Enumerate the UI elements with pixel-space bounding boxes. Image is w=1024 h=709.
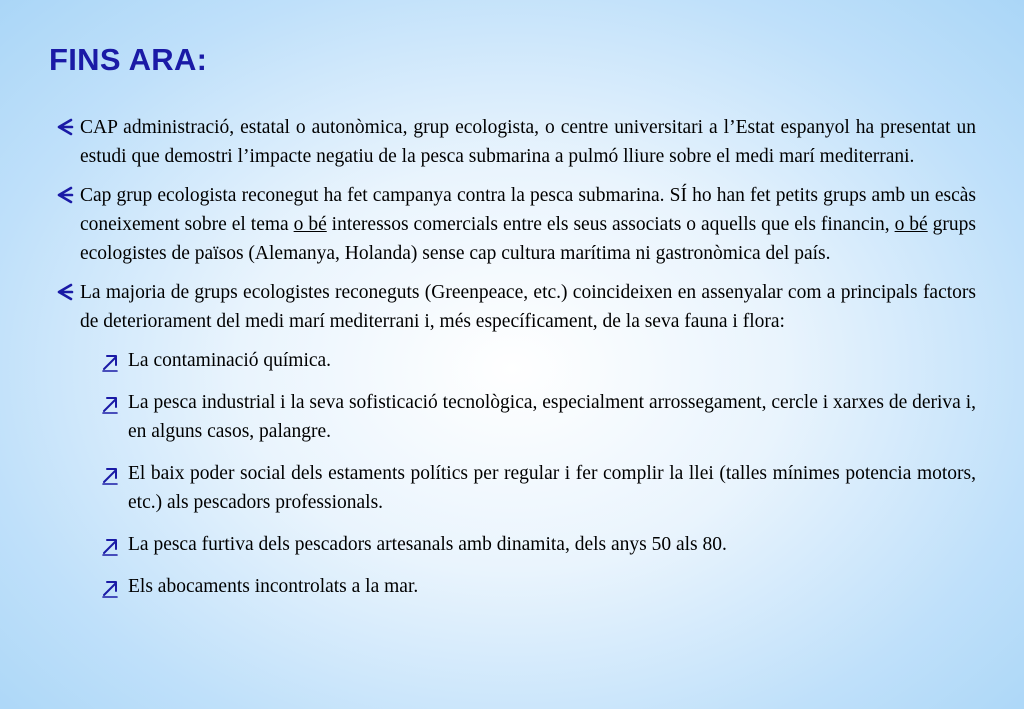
arrow-up-right-icon bbox=[100, 576, 120, 600]
bullet-item-2 bbox=[52, 181, 976, 268]
arrow-up-right-icon bbox=[100, 392, 120, 416]
bullet-text: La majoria de grups ecologistes reconeguts (Greenpeace, etc.) coincideixen en assenyalar com a principals factors de deteriorament del medi marí mediterrani i, més específicament, de la seva fauna i flora: bbox=[80, 282, 976, 332]
underlined-phrase: o bé bbox=[894, 214, 928, 235]
arrow-left-icon bbox=[52, 280, 74, 304]
bullet-list bbox=[52, 113, 976, 614]
sub-bullet-text: El baix poder social dels estaments polítics per regular i fer complir la llei (talles mínimes potencia motors, etc.) als pescadors professionals. bbox=[128, 463, 976, 513]
arrow-up-right-icon bbox=[100, 463, 120, 487]
sub-bullet-item-5 bbox=[52, 572, 976, 601]
sub-bullet-item-3 bbox=[52, 459, 976, 517]
arrow-left-icon bbox=[52, 183, 74, 207]
sub-bullet-item-2 bbox=[52, 388, 976, 446]
arrow-up-right-icon bbox=[100, 350, 120, 374]
sub-bullet-text: La pesca industrial i la seva sofisticació tecnològica, especialment arrossegament, cercle i xarxes de deriva i, en alguns casos, palangre. bbox=[128, 392, 976, 442]
underlined-phrase: o bé bbox=[293, 214, 327, 235]
sub-bullet-item-4 bbox=[52, 530, 976, 559]
bullet-text-part: grups ecologistes de països (Alemanya, Holanda) sense cap cultura marítima ni gastronòmica del país. bbox=[80, 214, 976, 264]
sub-bullet-text: Els abocaments incontrolats a la mar. bbox=[128, 576, 419, 597]
bullet-item-1 bbox=[52, 113, 976, 171]
bullet-text-part: Cap grup ecologista reconegut ha fet campanya contra la pesca submarina. SÍ ho han fet petits grups amb un escàs coneixement sobre el tema bbox=[80, 185, 976, 235]
bullet-item-3 bbox=[52, 278, 976, 336]
sub-bullet-item-1 bbox=[52, 346, 976, 375]
sub-bullet-text: La pesca furtiva dels pescadors artesanals amb dinamita, dels anys 50 als 80. bbox=[128, 534, 727, 555]
arrow-left-icon bbox=[52, 115, 74, 139]
arrow-up-right-icon bbox=[100, 534, 120, 558]
bullet-text-part: interessos comercials entre els seus associats o aquells que els financin, bbox=[326, 214, 895, 235]
bullet-text: CAP administració, estatal o autonòmica, grup ecologista, o centre universitari a l’Estat espanyol ha presentat un estudi que demostri l’impacte negatiu de la pesca submarina a pulmó lliure sobre el medi marí mediterrani. bbox=[80, 117, 976, 167]
slide-title: FINS ARA: bbox=[49, 42, 208, 77]
sub-bullet-text: La contaminació química. bbox=[128, 350, 332, 371]
